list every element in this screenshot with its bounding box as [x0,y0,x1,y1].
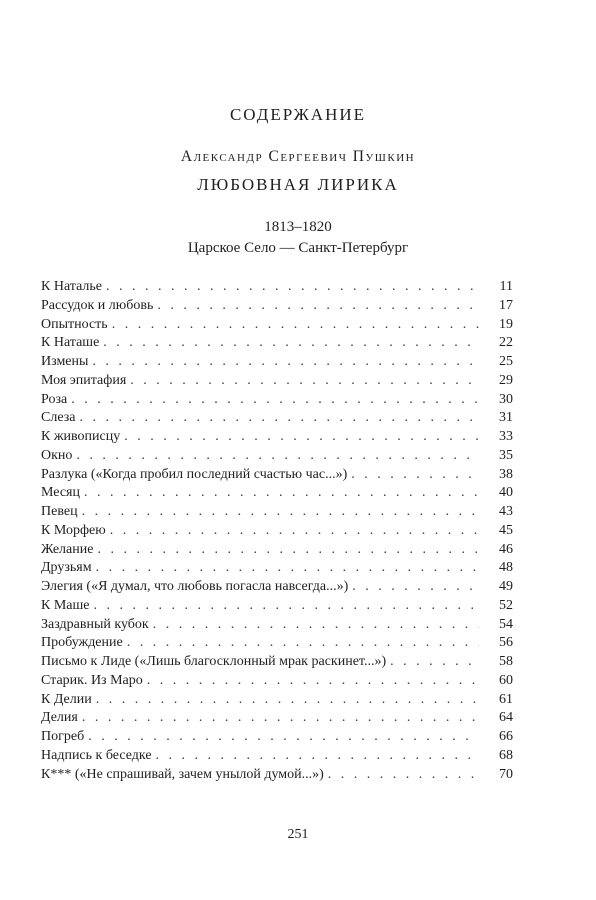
toc-entry-title: Роза [41,391,68,407]
toc-entry-title: К Морфею [41,522,106,538]
toc-entry-title: К живописцу [41,429,121,444]
dot-leader [88,728,479,747]
page-number: 251 [287,827,309,842]
dot-leader [82,709,479,728]
toc-entry-page: 56 [499,635,513,651]
dot-leader [351,466,479,485]
toc-entry-page: 68 [499,747,513,763]
toc-entry-title: К Делии [41,691,92,707]
period-place: Царское Село — Санкт-Петербург [187,240,409,256]
dot-leader [390,653,479,672]
toc-entry [41,597,513,616]
toc-entry-page: 60 [499,672,513,688]
toc-entry-title: Певец [41,504,78,519]
toc-entry-title: К Наталье [41,279,103,294]
toc-entry [41,672,513,691]
toc-entry-title: Письмо к Лиде («Лишь благосклонный мрак раскинет...») [41,654,387,669]
dot-leader [352,578,479,597]
toc-entry [41,522,513,541]
toc-entry [41,691,513,710]
toc-entry-page: 45 [499,522,513,538]
dot-leader [112,316,479,335]
toc-entry [41,709,513,728]
toc-entry-title: Слеза [41,410,76,426]
toc-entry-page: 17 [499,297,513,313]
toc-entry [41,428,513,447]
toc-entry [41,578,513,597]
dot-leader [94,597,480,616]
dot-leader [96,559,479,578]
dot-leader [97,541,479,560]
toc-entry [41,391,513,410]
toc-entry-title: Месяц [41,485,80,501]
toc-entry [41,559,513,578]
toc-entry-page: 11 [499,279,513,294]
dot-leader [127,634,479,653]
toc-entry [41,297,513,316]
dot-leader [156,747,479,766]
toc-entry-title: Заздравный кубок [41,616,149,632]
toc-entry [41,503,513,522]
dot-leader [157,297,479,316]
toc-entry [41,316,513,335]
toc-entry [41,728,513,747]
dot-leader [96,691,479,710]
toc-entry [41,409,513,428]
toc-entry-page: 54 [499,616,513,632]
toc-entry [41,466,513,485]
toc-entry [41,353,513,372]
toc-entry-page: 40 [499,485,513,501]
toc-entry [41,484,513,503]
dot-leader [79,409,479,428]
dot-leader [84,484,479,503]
toc-entry-title: Надпись к беседке [41,747,152,763]
table-of-contents [41,278,513,784]
toc-entry-title: Окно [41,447,73,463]
contents-title: СОДЕРЖАНИЕ [229,105,367,124]
dot-leader [103,334,479,353]
toc-entry-page: 25 [499,354,513,369]
period-years: 1813–1820 [264,219,332,235]
dot-leader [76,447,479,466]
toc-entry [41,278,513,297]
toc-entry [41,372,513,391]
toc-entry-page: 48 [499,560,513,576]
toc-entry-page: 49 [499,579,513,594]
dot-leader [147,672,479,691]
toc-entry-title: Разлука («Когда пробил последний счастью час...») [41,466,348,482]
toc-entry [41,616,513,635]
toc-entry-title: Делия [41,710,78,726]
toc-entry-page: 31 [499,410,513,426]
dot-leader [124,428,479,447]
toc-entry-page: 35 [499,447,513,463]
toc-entry-page: 43 [499,504,513,519]
toc-entry-page: 70 [499,766,513,782]
toc-entry-page: 61 [499,691,513,707]
toc-entry-page: 38 [499,466,513,482]
toc-entry-title: Рассудок и любовь [41,297,154,313]
toc-entry-title: Опытность [41,316,108,332]
dot-leader [92,353,479,372]
toc-entry [41,634,513,653]
dot-leader [82,503,479,522]
toc-entry [41,747,513,766]
toc-entry [41,766,513,785]
dot-leader [153,616,479,635]
toc-entry-page: 29 [499,372,513,388]
toc-entry-page: 30 [499,391,513,407]
toc-entry-page: 66 [499,729,513,744]
dot-leader [130,372,479,391]
dot-leader [71,391,479,410]
section-title: ЛЮБОВНАЯ ЛИРИКА [197,175,399,194]
toc-entry-title: К Наташе [41,335,100,351]
toc-entry [41,334,513,353]
toc-entry [41,447,513,466]
toc-entry-title: Элегия («Я думал, что любовь погасла навсегда...») [41,579,349,594]
toc-entry-title: К*** («Не спрашивай, зачем унылой думой...») [41,766,324,782]
dot-leader [110,522,479,541]
toc-entry-page: 22 [499,335,513,351]
toc-entry-page: 33 [499,429,513,444]
toc-entry-title: Измены [41,354,89,369]
toc-entry [41,653,513,672]
toc-entry-title: Погреб [41,729,85,744]
toc-entry-page: 64 [499,710,513,726]
toc-entry-title: Старик. Из Маро [41,672,143,688]
toc-entry-title: Пробуждение [41,635,123,651]
toc-entry-page: 46 [499,541,513,557]
toc-entry-title: Друзьям [41,560,92,576]
toc-entry-title: К Маше [41,597,90,613]
toc-entry-page: 19 [499,316,513,332]
dot-leader [106,278,479,297]
toc-entry-title: Желание [41,541,94,557]
toc-entry-title: Моя эпитафия [41,372,127,388]
toc-entry-page: 52 [499,597,513,613]
toc-entry [41,541,513,560]
dot-leader [328,766,479,785]
toc-entry-page: 58 [499,654,513,669]
author-name: Александр Сергеевич Пушкин [180,148,416,165]
